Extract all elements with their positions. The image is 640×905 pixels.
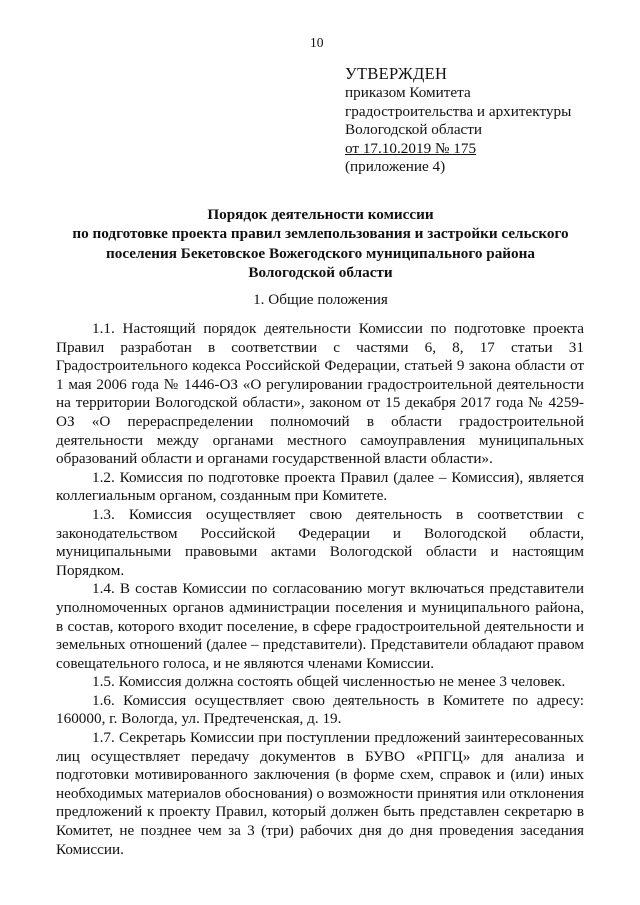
document-title bbox=[58, 205, 583, 283]
paragraph-1-7: 1.7. Секретарь Комиссии при поступлении предложений заинтересованных лиц осуществляет передачу документов в БУВО «РПГЦ» для анализа и подготовки мотивированного заключения (в форме схем, справок и (или) иных необходимых материалов обоснования) о возможности принятия или отклонения предложений к проекту Правил, который должен быть представлен секретарю в Комитет, не позднее чем за 3 (три) рабочих дня до дня проведения заседания Комиссии. bbox=[56, 729, 584, 858]
document-body bbox=[56, 320, 584, 859]
approval-appendix: (приложение 4) bbox=[345, 158, 446, 176]
title-line: по подготовке проекта правил землепользования и застройки сельского bbox=[72, 225, 569, 243]
approval-line: градостроительства и архитектуры bbox=[345, 102, 572, 120]
paragraph-1-6: 1.6. Комиссия осуществляет свою деятельность в Комитете по адресу: 160000, г. Вологда, ул. Предтеченская, д. 19. bbox=[56, 691, 584, 728]
approval-stamp bbox=[345, 64, 625, 177]
section-heading: 1. Общие положения bbox=[253, 291, 388, 308]
paragraph-1-5: 1.5. Комиссия должна состоять общей численностью не менее 3 человек. bbox=[92, 673, 566, 691]
page-number: 10 bbox=[310, 35, 324, 50]
title-line: Порядок деятельности комиссии bbox=[207, 206, 434, 223]
approval-date: от 17.10.2019 № 175 bbox=[345, 139, 477, 157]
approval-title: УТВЕРЖДЕН bbox=[345, 64, 448, 83]
paragraph-1-2: 1.2. Комиссия по подготовке проекта Правил (далее – Комиссия), является коллегиальным органом, созданным при Комитете. bbox=[56, 468, 584, 505]
approval-line: Вологодской области bbox=[345, 121, 483, 139]
paragraph-1-1: 1.1. Настоящий порядок деятельности Комиссии по подготовке проекта Правил разработан в соответствии с частями 6, 8, 17 статьи 31 Градостроительного кодекса Российской Федерации, статьей 9 закона области от 1 мая 2006 года № 1446-ОЗ «О регулировании градостроительной деятельности на территории Вологодской области», законом от 15 декабря 2017 года № 4259-ОЗ «О перераспределении полномочий в области градостроительной деятельности между органами местного самоуправления муниципальных образований области и органами государственной власти области». bbox=[56, 320, 584, 468]
paragraph-1-3: 1.3. Комиссия осуществляет свою деятельность в соответствии с законодательством Российской Федерации и Вологодской области, муниципальными правовыми актами Вологодской области и настоящим Порядком. bbox=[56, 505, 584, 579]
paragraph-1-4: 1.4. В состав Комиссии по согласованию могут включаться представители уполномоченных органов администрации поселения и муниципального района, в состав, которого входит поселение, в сфере градостроительной деятельности и земельных отношений (далее – представители). Представители обладают правом совещательного голоса, и не являются членами Комиссии. bbox=[56, 580, 584, 672]
title-line: поселения Бекетовское Вожегодского муниципального района bbox=[106, 244, 535, 262]
title-line: Вологодской области bbox=[248, 264, 393, 282]
approval-line: приказом Комитета bbox=[345, 84, 471, 101]
